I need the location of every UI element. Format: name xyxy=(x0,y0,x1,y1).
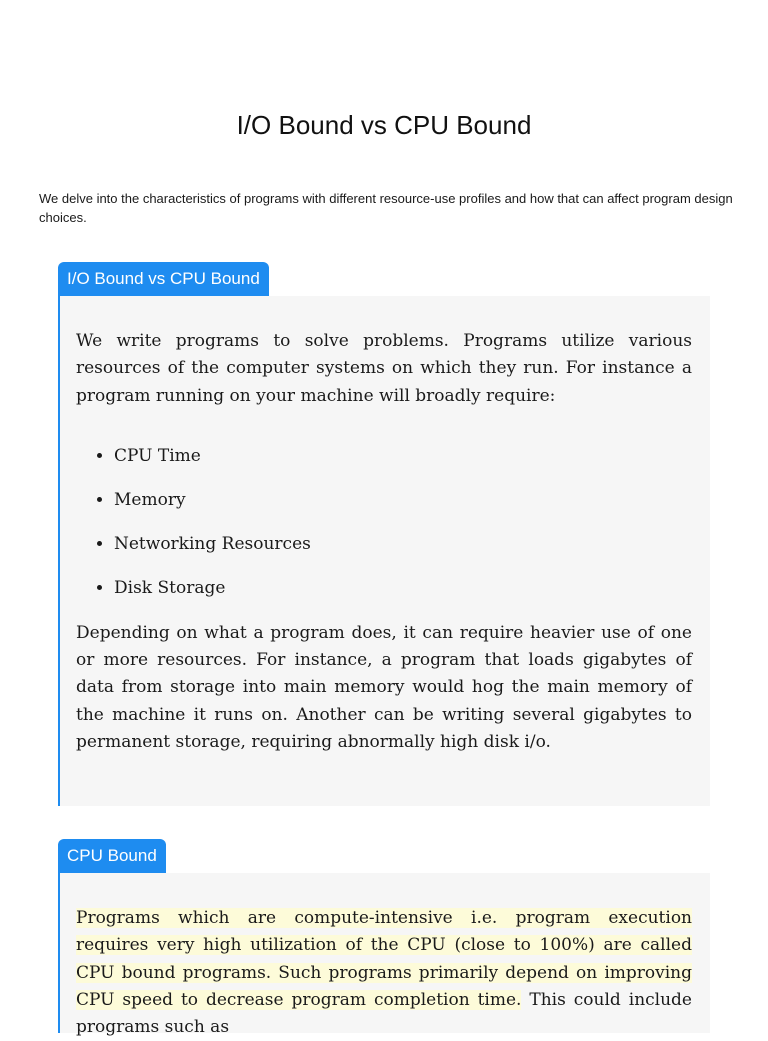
section-body xyxy=(58,873,710,1038)
list-item: • Disk Storage xyxy=(114,576,692,600)
section-cpu-bound xyxy=(58,839,710,1038)
list-item: • Memory xyxy=(114,488,692,512)
section-io-vs-cpu xyxy=(58,262,710,806)
section-tab-io-vs-cpu[interactable]: I/O Bound vs CPU Bound xyxy=(58,262,269,296)
list-item: • CPU Time xyxy=(114,444,692,468)
section-paragraph: We write programs to solve problems. Programs utilize various resources of the computer systems on which they run. For instance a program running on your machine will broadly require: xyxy=(76,331,692,406)
section-paragraph: Depending on what a program does, it can require heavier use of one or more resources. For instance, a program that loads gigabytes of data from storage into main memory would hog the main memory of the machine it runs on. Another can be writing several gigabytes to permanent storage, requiring abnormally high disk i/o. xyxy=(76,622,692,753)
section-paragraph xyxy=(76,873,692,1041)
list-item: • Networking Resources xyxy=(114,532,692,556)
section-body xyxy=(58,296,710,806)
page-title: I/O Bound vs CPU Bound xyxy=(236,110,532,140)
intro-text: We delve into the characteristics of programs with different resource-use profiles and how that can affect program design choices. xyxy=(39,191,733,225)
paragraph-continuation: This could include programs such as xyxy=(76,989,692,1038)
highlighted-text: Programs which are compute-intensive i.e. program execution requires very high utilization of the CPU (close to 100%) are called CPU bound programs. Such programs primarily depend on improving CPU speed to decrease program completion time. xyxy=(76,908,692,1010)
section-tab-cpu-bound[interactable]: CPU Bound xyxy=(58,839,166,873)
resource-list xyxy=(76,444,692,600)
